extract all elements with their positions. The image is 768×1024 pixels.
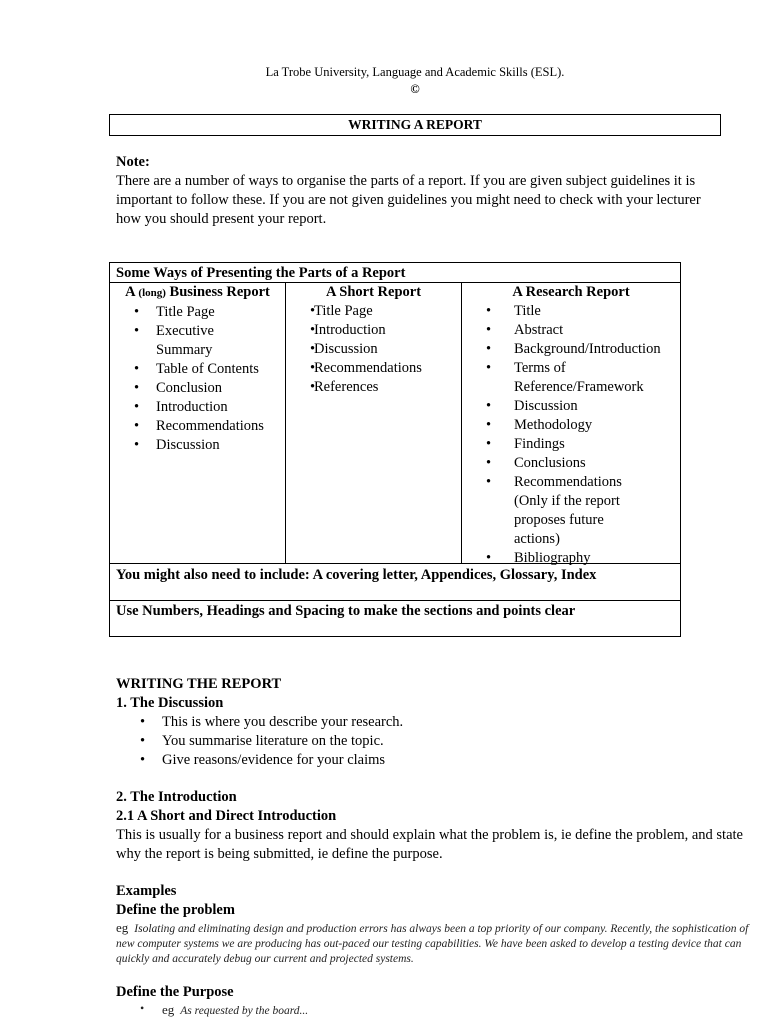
- list-item: • You summarise literature on the topic.: [116, 732, 756, 751]
- copyright-symbol: ©: [410, 82, 420, 96]
- business-report-column: [110, 283, 285, 455]
- eg-label: eg: [116, 920, 129, 935]
- list-item: • Bibliography: [462, 549, 680, 568]
- list-item: • Title Page: [110, 303, 281, 322]
- introduction-heading: 2. The Introduction: [116, 789, 237, 805]
- list-item: • Executive Summary: [110, 322, 216, 360]
- discussion-heading: 1. The Discussion: [116, 695, 224, 711]
- list-item: • Terms of Reference/Framework: [462, 359, 614, 397]
- list-item: • Discussion: [462, 397, 680, 416]
- research-report-list: [462, 302, 680, 568]
- subsection-heading: 2.1 A Short and Direct Introduction: [116, 808, 337, 824]
- list-item: • Abstract: [462, 321, 680, 340]
- note-section: [116, 153, 726, 229]
- list-item: [116, 1002, 756, 1019]
- header-institution: La Trobe University, Language and Academic Skills (ESL).: [265, 65, 565, 79]
- list-item: • Title: [462, 302, 680, 321]
- list-item: • Conclusion: [110, 379, 281, 398]
- list-item: • Background/Introduction: [462, 340, 680, 359]
- list-item: • Discussion: [110, 436, 281, 455]
- column-heading: A Research Report: [512, 284, 630, 300]
- list-item: • Title Page: [286, 302, 461, 321]
- formatting-tip: Use Numbers, Headings and Spacing to make the sections and points clear: [116, 603, 576, 619]
- examples-heading: Examples: [116, 883, 177, 899]
- research-report-column: [462, 283, 680, 568]
- list-item: • This is where you describe your research.: [116, 713, 756, 732]
- section-heading: WRITING THE REPORT: [116, 676, 282, 692]
- eg-label: eg: [162, 1002, 175, 1017]
- list-item: • Introduction: [286, 321, 461, 340]
- list-item: • Findings: [462, 435, 680, 454]
- define-purpose-heading: Define the Purpose: [116, 984, 234, 1000]
- additional-sections: You might also need to include: A covering letter, Appendices, Glossary, Index: [116, 567, 597, 583]
- table-divider: [110, 600, 680, 601]
- list-item: • Conclusions: [462, 454, 680, 473]
- list-item: • Introduction: [110, 398, 281, 417]
- note-text: There are a number of ways to organise the parts of a report. If you are given subject guidelines it is important to follow these. If you are not given guidelines you might need to check with your lecturer how you should present your report.: [116, 173, 701, 227]
- list-item: • Discussion: [286, 340, 461, 359]
- document-header: [0, 64, 768, 98]
- report-parts-table: [109, 262, 681, 637]
- introduction-text: This is usually for a business report and should explain what the problem is, ie define the problem, and state why the report is being submitted, ie define the purpose.: [116, 827, 743, 862]
- table-title: Some Ways of Presenting the Parts of a Report: [116, 265, 406, 281]
- list-item: • Recommendations: [110, 417, 281, 436]
- purpose-list: [116, 1002, 756, 1019]
- document-title: WRITING A REPORT: [109, 114, 721, 136]
- list-item: • Recommendations: [286, 359, 461, 378]
- list-item: • Methodology: [462, 416, 680, 435]
- short-report-list: [286, 302, 461, 397]
- note-label: Note:: [116, 154, 150, 170]
- column-heading: A (long) Business Report: [125, 284, 270, 300]
- define-problem-heading: Define the problem: [116, 902, 235, 918]
- column-heading: A Short Report: [325, 284, 422, 300]
- list-item: • Recommendations (Only if the report proposes future actions): [462, 473, 626, 549]
- discussion-list: [116, 713, 756, 770]
- example-paragraph: [116, 920, 756, 967]
- list-item: • References: [286, 378, 461, 397]
- writing-section: [116, 675, 756, 1019]
- business-report-list: [110, 303, 285, 455]
- list-item: • Table of Contents: [110, 360, 281, 379]
- table-divider: [110, 563, 680, 564]
- short-report-column: [286, 283, 461, 397]
- list-item: • Give reasons/evidence for your claims: [116, 751, 756, 770]
- example-text: Isolating and eliminating design and production errors has always been a top priority of our company. Recently, the sophistication of new computer systems we are producing has out-paced our testing capabilities. We have been asked to develop a testing device that can quickly and accurately debug our current and projected systems.: [116, 923, 749, 965]
- purpose-text: As requested by the board...: [180, 1005, 309, 1017]
